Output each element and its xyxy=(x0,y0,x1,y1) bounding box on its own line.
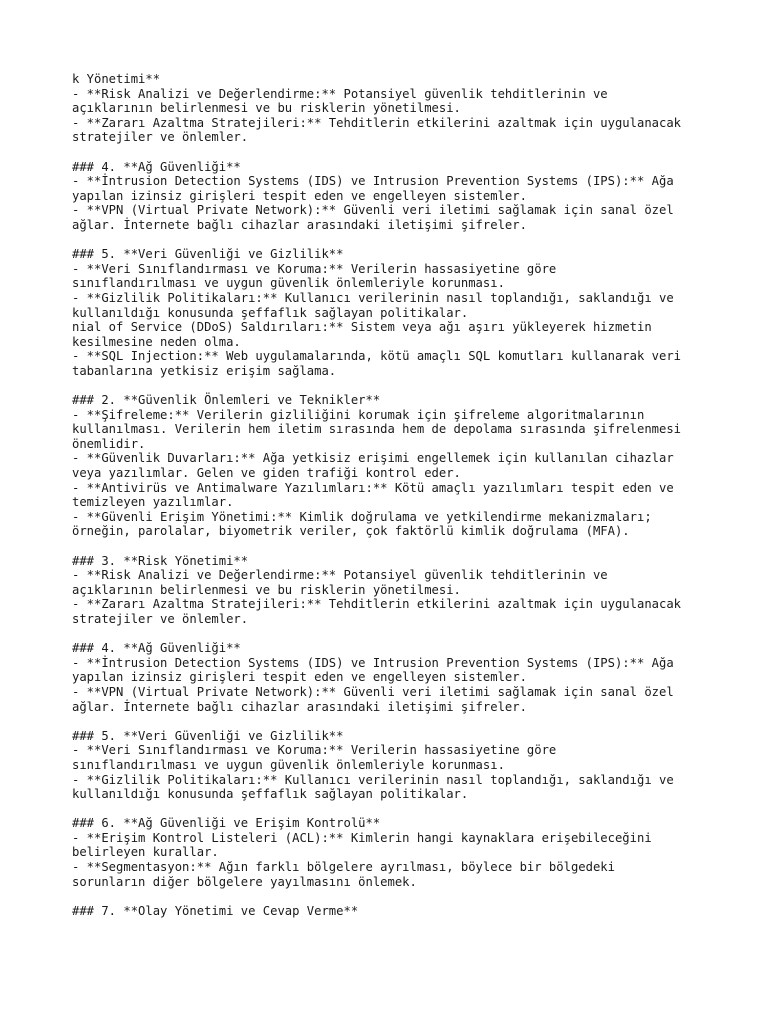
paragraph-gap xyxy=(72,627,712,642)
paragraph-gap xyxy=(72,145,712,160)
list-item xyxy=(72,203,712,232)
list-item xyxy=(72,685,712,714)
text-line: ağlar. İnternete bağlı cihazlar arasındaki iletişimi şifreler. xyxy=(72,217,527,232)
text-line: açıklarının belirlenmesi ve bu risklerin yönetilmesi. xyxy=(72,582,461,597)
text-line: - **VPN (Virtual Private Network):** Güvenli veri iletimi sağlamak için sanal özel xyxy=(72,684,674,699)
section-heading xyxy=(72,554,712,569)
text-line: - **Antivirüs ve Antimalware Yazılımları:** Kötü amaçlı yazılımları tespit eden ve xyxy=(72,480,674,495)
text-line: tabanlarına yetkisiz erişim sağlama. xyxy=(72,363,337,378)
text-line: ### 4. **Ağ Güvenliği** xyxy=(72,159,241,174)
text-line: ağlar. İnternete bağlı cihazlar arasındaki iletişimi şifreler. xyxy=(72,699,527,714)
list-item xyxy=(72,174,712,203)
text-line: belirleyen kurallar. xyxy=(72,845,219,860)
text-line: - **Güvenli Erişim Yönetimi:** Kimlik doğrulama ve yetkilendirme mekanizmaları; xyxy=(72,509,652,524)
list-item xyxy=(72,510,712,539)
list-item xyxy=(72,743,712,772)
text-line: sınıflandırılması ve uygun güvenlik önlemleriyle korunması. xyxy=(72,757,505,772)
list-item xyxy=(72,831,712,860)
text-line: sınıflandırılması ve uygun güvenlik önlemleriyle korunması. xyxy=(72,276,505,291)
paragraph-gap xyxy=(72,233,712,248)
text-line: - **İntrusion Detection Systems (IDS) ve Intrusion Prevention Systems (IPS):** Ağa xyxy=(72,174,674,189)
text-line: sorunların diğer bölgelere yayılmasını önlemek. xyxy=(72,874,417,889)
list-item xyxy=(72,568,712,597)
text-line: ### 2. **Güvenlik Önlemleri ve Teknikler** xyxy=(72,393,381,408)
text-line: - **Segmentasyon:** Ağın farklı bölgelere ayrılması, böylece bir bölgedeki xyxy=(72,860,615,875)
text-line: - **Gizlilik Politikaları:** Kullanıcı verilerinin nasıl toplandığı, saklandığı ve xyxy=(72,772,674,787)
section-heading xyxy=(72,160,712,175)
text-line: - **Zararı Azaltma Stratejileri:** Tehditlerin etkilerini azaltmak için uygulanacak xyxy=(72,115,682,130)
text-line: temizleyen yazılımlar. xyxy=(72,495,234,510)
paragraph-gap xyxy=(72,802,712,817)
text-line: yapılan izinsiz girişleri tespit eden ve engelleyen sistemler. xyxy=(72,670,527,685)
text-line: önemlidir. xyxy=(72,436,146,451)
paragraph-gap xyxy=(72,889,712,904)
text-line: - **İntrusion Detection Systems (IDS) ve Intrusion Prevention Systems (IPS):** Ağa xyxy=(72,655,674,670)
paragraph-gap xyxy=(72,714,712,729)
list-item-fragment xyxy=(72,320,712,349)
text-line: ### 5. **Veri Güvenliği ve Gizlilik** xyxy=(72,247,344,262)
text-line: stratejiler ve önlemler. xyxy=(72,611,249,626)
text-line: - **SQL Injection:** Web uygulamalarında, kötü amaçlı SQL komutları kullanarak veri xyxy=(72,349,682,364)
list-item xyxy=(72,773,712,802)
text-line: kullanıldığı konusunda şeffaflık sağlayan politikalar. xyxy=(72,787,469,802)
document-page xyxy=(72,72,712,918)
text-line: ### 6. **Ağ Güvenliği ve Erişim Kontrolü** xyxy=(72,816,381,831)
text-line: ### 5. **Veri Güvenliği ve Gizlilik** xyxy=(72,728,344,743)
text-line: - **VPN (Virtual Private Network):** Güvenli veri iletimi sağlamak için sanal özel xyxy=(72,203,674,218)
section-heading xyxy=(72,393,712,408)
text-line: kullanıldığı konusunda şeffaflık sağlayan politikalar. xyxy=(72,305,469,320)
text-line: ### 4. **Ağ Güvenliği** xyxy=(72,641,241,656)
section-heading xyxy=(72,641,712,656)
text-line: açıklarının belirlenmesi ve bu risklerin yönetilmesi. xyxy=(72,101,461,116)
paragraph-gap xyxy=(72,539,712,554)
text-line: örneğin, parolalar, biyometrik veriler, çok faktörlü kimlik doğrulama (MFA). xyxy=(72,524,630,539)
text-line: yapılan izinsiz girişleri tespit eden ve engelleyen sistemler. xyxy=(72,188,527,203)
text-line: ### 3. **Risk Yönetimi** xyxy=(72,553,249,568)
section-heading xyxy=(72,904,712,919)
section-heading xyxy=(72,816,712,831)
list-item xyxy=(72,597,712,626)
text-line: - **Gizlilik Politikaları:** Kullanıcı verilerinin nasıl toplandığı, saklandığı ve xyxy=(72,290,674,305)
text-line: - **Güvenlik Duvarları:** Ağa yetkisiz erişimi engellemek için kullanılan cihazlar xyxy=(72,451,674,466)
text-line: - **Risk Analizi ve Değerlendirme:** Potansiyel güvenlik tehditlerinin ve xyxy=(72,86,608,101)
text-line: k Yönetimi** xyxy=(72,72,161,86)
list-item xyxy=(72,262,712,291)
text-line: - **Erişim Kontrol Listeleri (ACL):** Kimlerin hangi kaynaklara erişebileceğini xyxy=(72,830,652,845)
list-item xyxy=(72,291,712,320)
section-heading xyxy=(72,729,712,744)
list-item xyxy=(72,349,712,378)
text-line: nial of Service (DDoS) Saldırıları:** Sistem veya ağı aşırı yükleyerek hizmetin xyxy=(72,320,652,335)
paragraph-gap xyxy=(72,378,712,393)
text-line: kesilmesine neden olma. xyxy=(72,334,241,349)
list-item xyxy=(72,656,712,685)
text-line: ### 7. **Olay Yönetimi ve Cevap Verme** xyxy=(72,903,359,918)
list-item xyxy=(72,116,712,145)
text-line: stratejiler ve önlemler. xyxy=(72,130,249,145)
text-line: - **Şifreleme:** Verilerin gizliliğini korumak için şifreleme algoritmalarının xyxy=(72,407,645,422)
list-item xyxy=(72,408,712,452)
text-line: - **Risk Analizi ve Değerlendirme:** Potansiyel güvenlik tehditlerinin ve xyxy=(72,568,608,583)
section-heading xyxy=(72,247,712,262)
text-line: - **Veri Sınıflandırması ve Koruma:** Verilerin hassasiyetine göre xyxy=(72,261,557,276)
text-line: - **Veri Sınıflandırması ve Koruma:** Verilerin hassasiyetine göre xyxy=(72,743,557,758)
text-line: veya yazılımlar. Gelen ve giden trafiği kontrol eder. xyxy=(72,466,461,481)
list-item xyxy=(72,860,712,889)
text-line: - **Zararı Azaltma Stratejileri:** Tehditlerin etkilerini azaltmak için uygulanacak xyxy=(72,597,682,612)
list-item xyxy=(72,481,712,510)
list-item xyxy=(72,87,712,116)
text-line: kullanılması. Verilerin hem iletim sırasında hem de depolama sırasında şifrelenmesi xyxy=(72,422,682,437)
heading-fragment xyxy=(72,72,712,87)
list-item xyxy=(72,451,712,480)
